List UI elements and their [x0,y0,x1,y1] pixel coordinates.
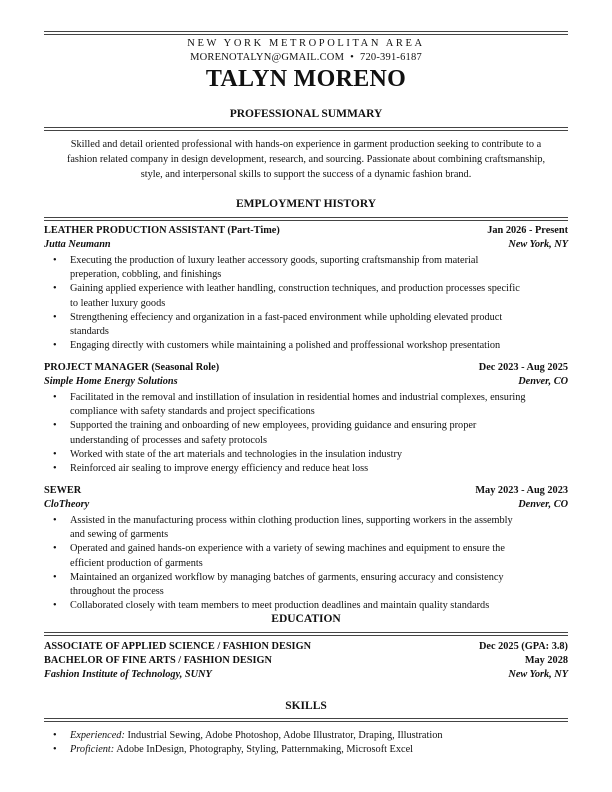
school-location: New York, NY [508,669,568,680]
job-bullet: • Operated and gained hands-on experience with a variety of sewing machines and equipment to ensure the efficient production of garments [44,542,568,570]
education-title: EDUCATION [271,613,341,625]
job-bullet: • Executing the production of luxury leather accessory goods, suporting craftsmanship from material preperation, cobbling, and finishings [44,254,568,282]
skills-title: SKILLS [285,700,327,712]
job-entry [44,224,568,353]
job-company: Jutta Neumann [44,239,111,250]
degree-bachelor-date: May 2028 [524,655,568,666]
job-location: Denver, CO [518,499,568,510]
job-bullet: • Supported the training and onboarding of new employees, providing guidance and ensuring proper understanding of processes and safety protocols [44,419,568,447]
skill-item [44,729,568,743]
header-separator: • [350,52,354,63]
header-location: NEW YORK METROPOLITAN AREA [187,38,425,49]
skill-item [44,743,568,757]
job-bullet: • Facilitated in the removal and instillation of insulation in residential homes and industrial complexes, ensuring compliance with safety standards and project specifications [44,391,568,419]
job-bullet: • Collaborated closely with team members to meet production deadlines and maintain quality standards [44,599,568,613]
job-entry [44,361,568,476]
header-contact [44,52,568,63]
summary-text [44,137,568,183]
degree-associate: ASSOCIATE OF APPLIED SCIENCE / FASHION DESIGN [44,641,312,652]
summary-line: fashion related company in design development, research, and sourcing. Passionate about combining craftsmanship, [66,154,546,166]
skills-list [44,727,568,757]
job-title: SEWER [44,485,82,496]
job-title: LEATHER PRODUCTION ASSISTANT (Part-Time) [44,225,280,236]
job-entry [44,484,568,613]
summary-rule [44,127,568,128]
job-title: PROJECT MANAGER (Seasonal Role) [44,362,220,373]
job-bullet: • Engaging directly with customers while maintaining a polished and proffessional workshop presentation [44,339,568,353]
job-location: New York, NY [508,239,568,250]
header-top-rule [44,31,568,32]
job-bullet: • Worked with state of the art materials and technologies in the insulation industry [44,448,568,462]
job-bullet: • Maintained an organized workflow by managing batches of garments, ensuring accuracy and consistency throughout the process [44,571,568,599]
degree-associate-date: Dec 2025 (GPA: 3.8) [478,641,568,652]
degree-bachelor: BACHELOR OF FINE ARTS / FASHION DESIGN [44,655,272,666]
skill-text: Adobe InDesign, Photography, Styling, Patternmaking, Microsoft Excel [114,744,413,756]
skill-text: Industrial Sewing, Adobe Photoshop, Adobe Illustrator, Draping, Illustration [124,730,443,741]
job-location: Denver, CO [518,376,568,387]
header-email: MORENOTALYN@GMAIL.COM [190,52,345,63]
job-bullet: • Assisted in the manufacturing process within clothing production lines, supporting workers in the assembly and sewing of garments [44,514,568,542]
education-entry [44,640,568,682]
skill-label: Experienced: [70,730,125,741]
employment-title: EMPLOYMENT HISTORY [235,198,377,210]
job-bullet: • Gaining applied experience with leather handling, construction techniques, and production processes specific to leather luxury goods [44,282,568,310]
education-rule [44,632,568,633]
job-bullet: • Reinforced air sealing to improve energy efficiency and reduce heat loss [44,462,568,476]
job-bullet: • Strengthening effeciency and organization in a fast-paced environment while upholding elevated product standards [44,311,568,339]
header-phone: 720-391-6187 [360,52,422,63]
skills-rule [44,718,568,719]
school-name: Fashion Institute of Technology, SUNY [44,669,212,680]
candidate-name: TALYN MORENO [205,66,407,92]
job-company: CloTheory [44,499,90,510]
summary-line: style, and interpersonal skills to support the success of a dynamic fashion brand. [140,169,472,181]
summary-line: Skilled and detail oriented professional with hands-on experience in garment production seeking to contribute to a [70,139,542,150]
job-dates: Dec 2023 - Aug 2025 [478,362,568,373]
job-company: Simple Home Energy Solutions [44,376,178,387]
job-dates: Jan 2026 - Present [487,225,568,236]
job-dates: May 2023 - Aug 2023 [475,485,568,496]
employment-rule [44,217,568,218]
summary-title: PROFESSIONAL SUMMARY [229,108,383,120]
skill-label: Proficient: [70,744,115,756]
